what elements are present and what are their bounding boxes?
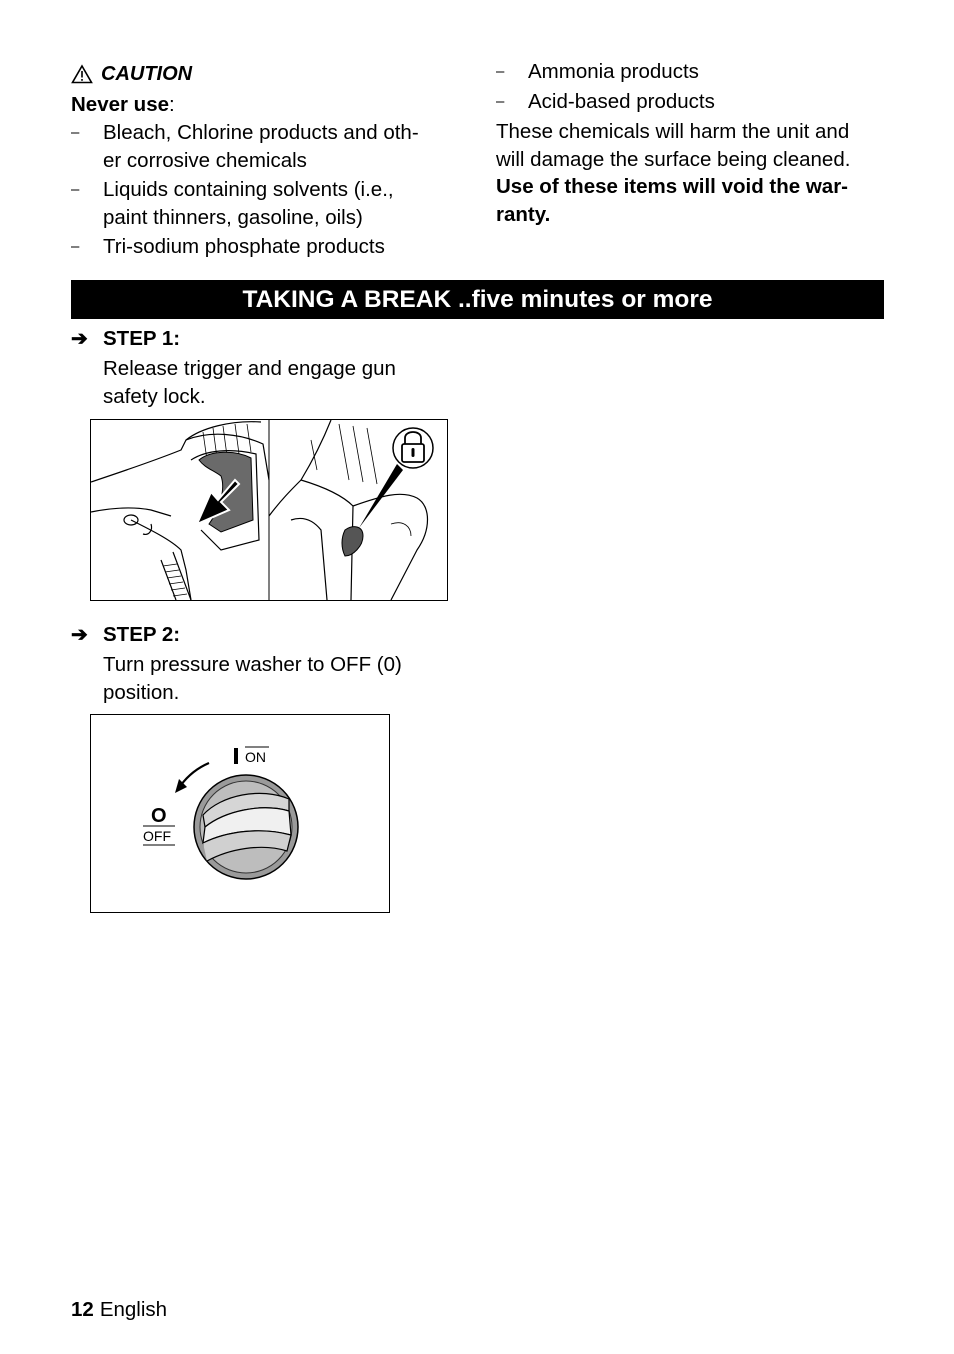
- step-1: [71, 325, 451, 410]
- warning-triangle-icon: [71, 64, 93, 84]
- dial-knob: [194, 775, 298, 879]
- list-item: – Tri-sodium phosphate products: [71, 235, 385, 258]
- list-item: – Liquids containing solvents (i.e., paint thinners, gasoline, oils): [71, 178, 394, 229]
- safety-lock-knob: [342, 527, 363, 556]
- section-title: TAKING A BREAK ..five minutes or more: [71, 280, 884, 319]
- page-footer: [71, 1296, 167, 1324]
- list-item: – Bleach, Chlorine products and oth- er corrosive chemicals: [71, 121, 419, 172]
- warranty-paragraph: Use of these items will void the war- ranty.: [496, 175, 849, 226]
- never-use-list-right: [496, 58, 888, 116]
- figure-power-dial: [90, 714, 390, 913]
- off-label: OFF: [143, 828, 171, 844]
- caution-block-continued: [496, 58, 888, 228]
- step-1-heading: ➔ STEP 1:: [71, 325, 451, 353]
- list-item: – Acid-based products: [496, 90, 715, 113]
- step-1-text: Release trigger and engage gun safety lock.: [103, 357, 396, 408]
- power-dial-illustration: [91, 715, 388, 911]
- caution-heading: [71, 60, 461, 88]
- figure-gun-safety-lock: [90, 419, 448, 601]
- never-use-label: Never use:: [71, 93, 175, 116]
- harm-paragraph: These chemicals will harm the unit and will damage the surface being cleaned.: [496, 120, 851, 171]
- arrow-right-icon: ➔: [71, 328, 88, 350]
- step-2: [71, 621, 451, 706]
- padlock-icon: [393, 428, 433, 468]
- caution-heading-text: CAUTION: [101, 62, 193, 85]
- on-marker: [234, 748, 238, 764]
- never-use-list-left: [71, 119, 461, 261]
- caution-block: [71, 60, 461, 262]
- arrow-right-icon: ➔: [71, 624, 88, 646]
- list-item: – Ammonia products: [496, 60, 699, 83]
- off-symbol: O: [151, 805, 167, 827]
- footer-language: English: [99, 1298, 168, 1321]
- step-2-heading: ➔ STEP 2:: [71, 621, 451, 649]
- step-2-text: Turn pressure washer to OFF (0) position.: [103, 653, 402, 704]
- on-label: ON: [245, 749, 266, 765]
- rotate-counterclockwise-icon: [181, 763, 209, 785]
- page-number: 12: [71, 1298, 94, 1321]
- gun-illustration: [91, 420, 447, 600]
